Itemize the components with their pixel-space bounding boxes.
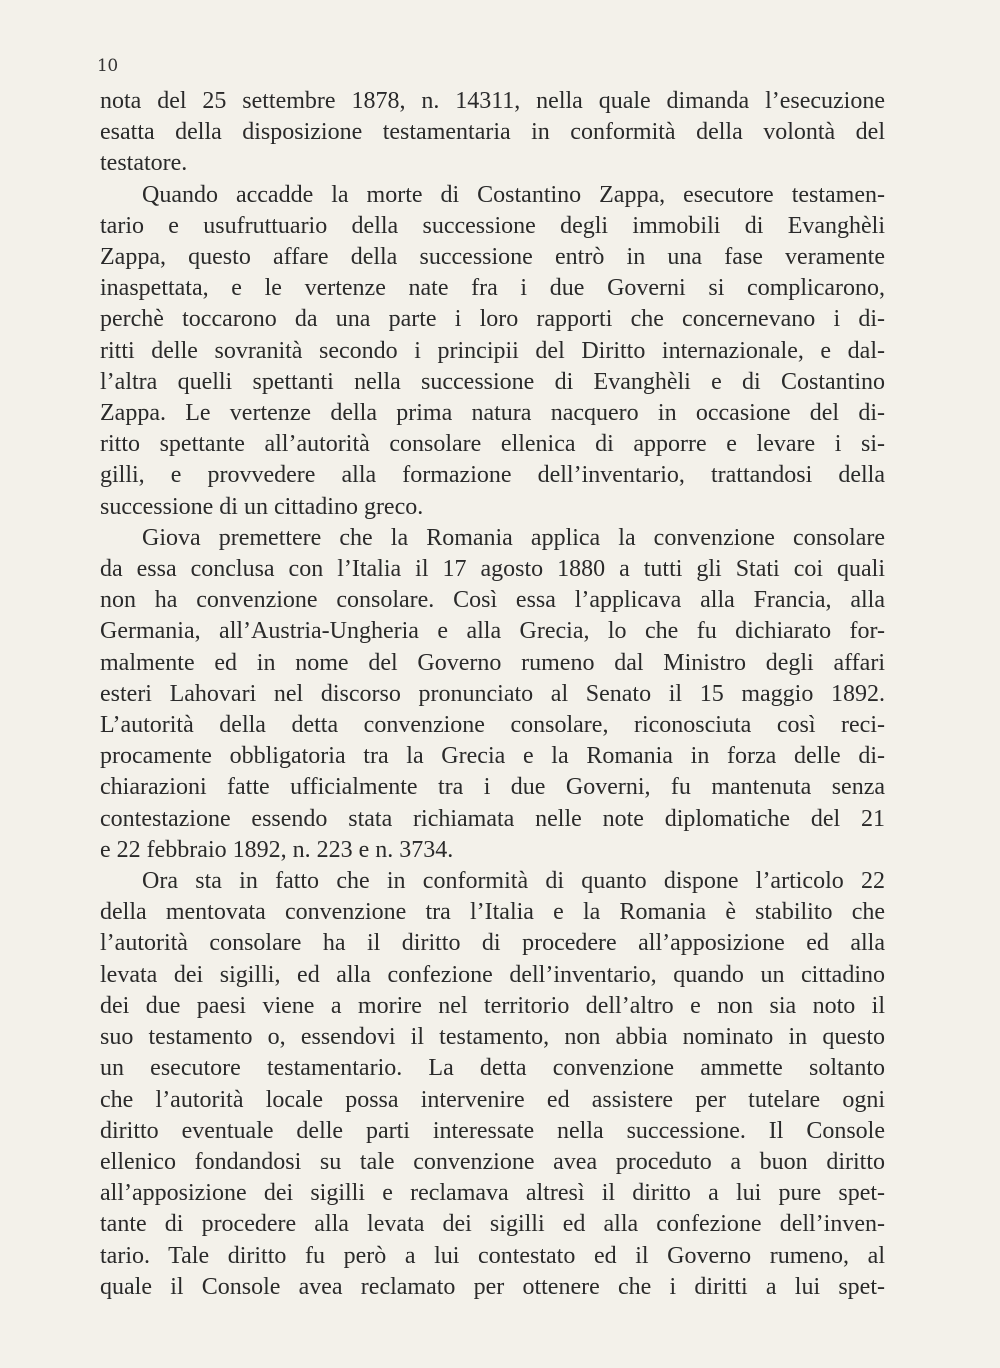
text-line: L’autorità della detta convenzione consolare, riconosciuta così reci- [100,712,885,739]
text-line: e 22 febbraio 1892, n. 223 e n. 3734. [100,836,454,863]
text-line: l’autorità consolare ha il diritto di procedere all’apposizione ed alla [100,930,885,957]
text-line: Germania, all’Austria-Ungheria e alla Grecia, lo che fu dichiarato for- [100,618,885,645]
text-line: malmente ed in nome del Governo rumeno dal Ministro degli affari [100,649,885,676]
text-line: testatore. [100,150,188,177]
text-line: l’altra quelli spettanti nella successione di Evanghèli e di Costantino [100,368,885,395]
text-line: levata dei sigilli, ed alla confezione dell’inventario, quando un cittadino [100,961,885,988]
text-line: gilli, e provvedere alla formazione dell’inventario, trattandosi della [100,462,885,489]
text-line: Giova premettere che la Romania applica la convenzione consolare [142,524,885,551]
text-line: ellenico fondandosi su tale convenzione avea proceduto a buon diritto [100,1148,885,1175]
text-line: nota del 25 settembre 1878, n. 14311, nella quale dimanda l’esecuzione [100,88,885,114]
text-line: contestazione essendo stata richiamata nelle note diplomatiche del 21 [100,805,885,832]
text-line: tante di procedere alla levata dei sigilli ed alla confezione dell’inven- [100,1211,885,1238]
text-line: esatta della disposizione testamentaria in conformità della volontà del [100,119,885,146]
text-line: esteri Lahovari nel discorso pronunciato al Senato il 15 maggio 1892. [100,680,885,707]
text-line: dei due paesi viene a morire nel territorio dell’altro e non sia noto il [100,992,885,1019]
text-line: Zappa, questo affare della successione entrò in una fase veramente [100,244,885,271]
text-line: suo testamento o, essendovi il testamento, non abbia nominato in questo [100,1024,885,1051]
text-line: Zappa. Le vertenze della prima natura nacquero in occasione del di- [100,400,885,427]
text-line: all’apposizione dei sigilli e reclamava altresì il diritto a lui pure spet- [100,1180,885,1207]
text-line: tario. Tale diritto fu però a lui contestato ed il Governo rumeno, al [100,1242,885,1269]
text-line: Quando accadde la morte di Costantino Zappa, esecutore testamen- [142,181,885,208]
text-line: quale il Console avea reclamato per ottenere che i diritti a lui spet- [100,1273,885,1300]
text-line: ritto spettante all’autorità consolare ellenica di apporre e levare i si- [100,431,885,458]
page-number: 10 [97,56,118,76]
text-line: non ha convenzione consolare. Così essa l’applicava alla Francia, alla [100,587,885,614]
text-line: che l’autorità locale possa intervenire ed assistere per tutelare ogni [100,1086,885,1113]
text-line: chiarazioni fatte ufficialmente tra i due Governi, fu mantenuta senza [100,774,885,801]
text-line: un esecutore testamentario. La detta convenzione ammette soltanto [100,1055,885,1082]
text-line: procamente obbligatoria tra la Grecia e la Romania in forza delle di- [100,743,885,770]
text-line: perchè toccarono da una parte i loro rapporti che concernevano i di- [100,306,885,333]
text-line: da essa conclusa con l’Italia il 17 agosto 1880 a tutti gli Stati coi quali [100,556,885,583]
text-line: Ora sta in fatto che in conformità di quanto dispone l’articolo 22 [142,868,885,895]
text-line: della mentovata convenzione tra l’Italia e la Romania è stabilito che [100,899,885,926]
text-line: diritto eventuale delle parti interessate nella successione. Il Console [100,1117,885,1144]
body-text [100,86,885,1303]
text-line: inaspettata, e le vertenze nate fra i due Governi si complicarono, [100,275,885,302]
text-line: successione di un cittadino greco. [100,493,424,520]
text-line: tario e usufruttuario della successione degli immobili di Evanghèli [100,212,885,239]
text-line: ritti delle sovranità secondo i principii del Diritto internazionale, e dal- [100,337,885,364]
